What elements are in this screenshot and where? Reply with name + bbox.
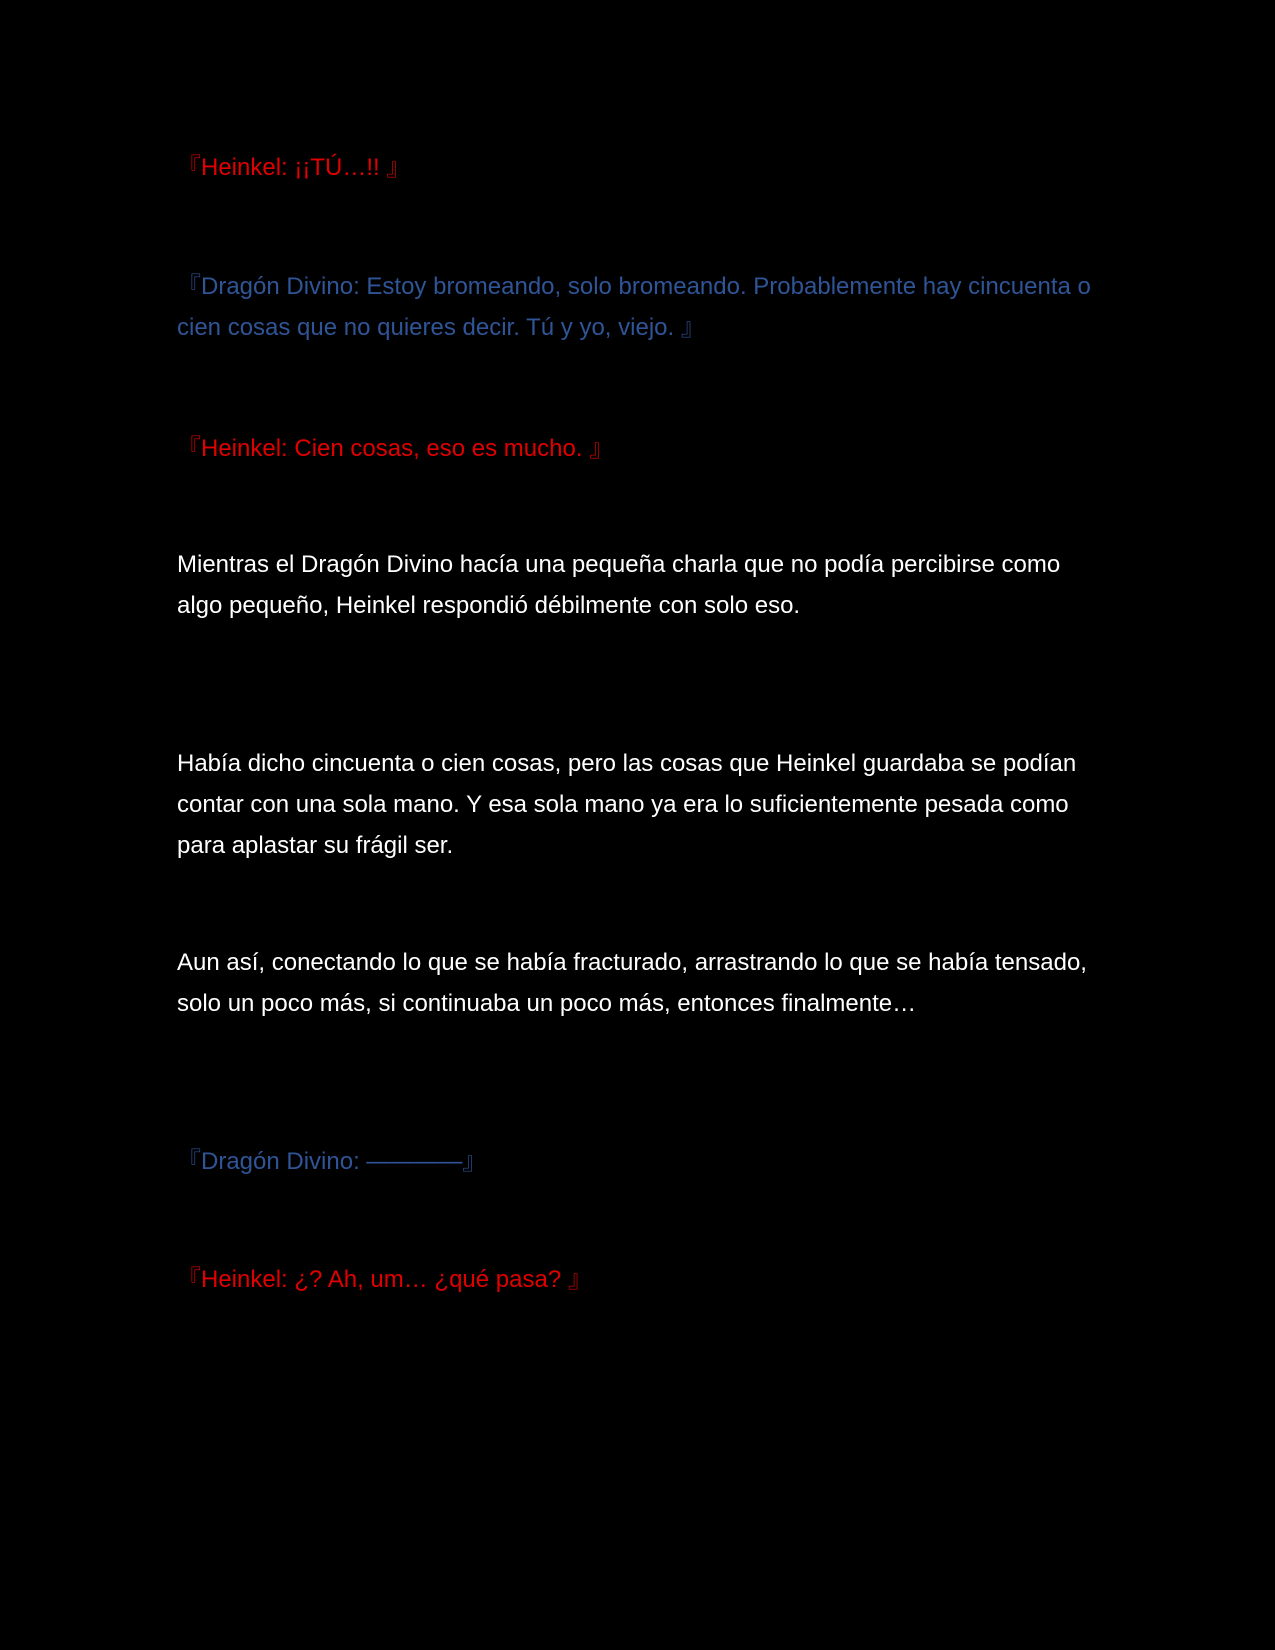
narration-paragraph-2: Había dicho cincuenta o cien cosas, pero las cosas que Heinkel guardaba se podían contar con una sola mano. Y esa sola mano ya era lo suficientemente pesada como para aplastar su frágil ser. [177,750,1077,859]
narration-paragraph-3: Aun así, conectando lo que se había fracturado, arrastrando lo que se había tensado, solo un poco más, si continuaba un poco más, entonces finalmente… [177,949,1087,1017]
document-page [177,0,1107,1650]
dialogue-heinkel-1: 『Heinkel: ¡¡TÚ…!! 』 [177,154,411,181]
dialogue-dragon-2: 『Dragón Divino: ————』 [177,1148,487,1175]
dialogue-heinkel-3: 『Heinkel: ¿? Ah, um… ¿qué pasa? 』 [177,1266,592,1293]
narration-paragraph-1: Mientras el Dragón Divino hacía una pequeña charla que no podía percibirse como algo pequeño, Heinkel respondió débilmente con solo eso. [177,551,1061,619]
dialogue-heinkel-2: 『Heinkel: Cien cosas, eso es mucho. 』 [177,435,614,462]
dialogue-dragon-1: 『Dragón Divino: Estoy bromeando, solo bromeando. Probablemente hay cincuenta o cien cosas que no quieres decir. Tú y yo, viejo. 』 [177,273,1091,341]
